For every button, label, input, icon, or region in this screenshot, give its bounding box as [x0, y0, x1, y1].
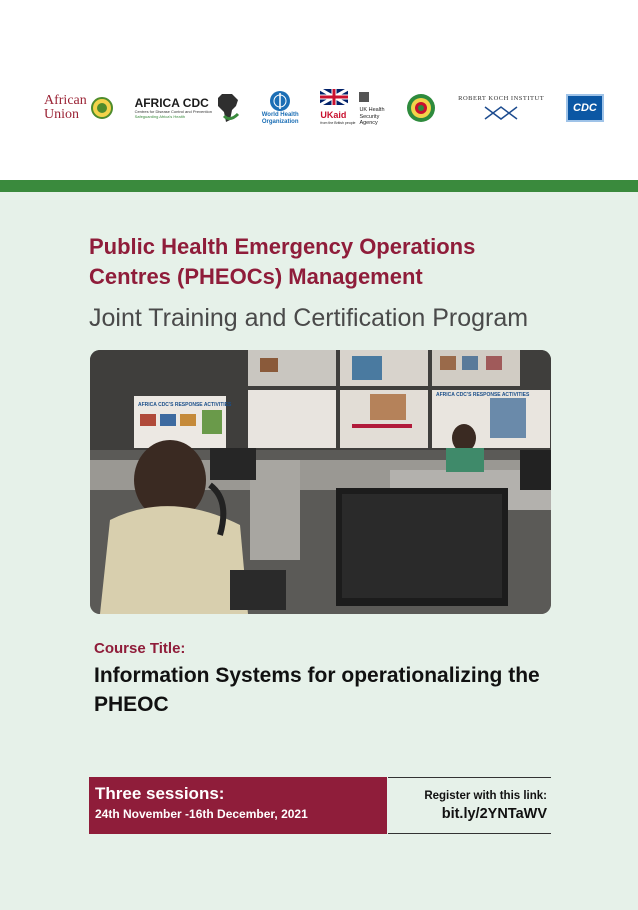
eoc-operations-room-photo	[90, 350, 551, 614]
robert-koch-institut-logo: ROBERT KOCH INSTITUT	[458, 95, 544, 121]
africa-cdc-logo	[135, 92, 240, 124]
sessions-panel	[89, 777, 387, 834]
register-panel	[388, 777, 551, 834]
register-link[interactable]: bit.ly/2YNTaWV	[441, 806, 547, 822]
union-flag-icon	[320, 89, 348, 105]
ukaid-ukhsa-logo: UKaid from the British people UK Health Security Agency	[320, 89, 384, 127]
africa-cdc-tagline: Centres for Disease Control and Prevention	[134, 109, 212, 114]
program-subtitle: Joint Training and Certification Program	[89, 304, 529, 332]
au-emblem-icon	[91, 97, 113, 119]
us-cdc-logo	[566, 94, 604, 122]
africa-map-icon	[216, 92, 240, 124]
green-divider-band	[0, 180, 638, 192]
crest-icon	[359, 92, 369, 102]
rki-mark-icon	[481, 105, 521, 121]
sessions-dates: 24th November -16th December, 2021	[95, 807, 308, 821]
who-logo: World Health Organization	[262, 90, 299, 126]
african-union-wordmark: African Union	[44, 93, 87, 122]
screen-heading-right: AFRICA CDC'S RESPONSE ACTIVITIES	[436, 392, 530, 398]
screen-heading-left: AFRICA CDC'S RESPONSE ACTIVITIES	[138, 402, 232, 408]
ecowas-seal-logo	[406, 93, 436, 123]
ukaid-wordmark: UKaid	[320, 110, 347, 121]
header-logo-strip	[0, 0, 638, 180]
ukaid-from-text: from the British people	[320, 121, 356, 126]
african-union-logo	[44, 94, 113, 122]
africa-cdc-wordmark: AFRICA CDC	[134, 96, 209, 110]
sessions-heading: Three sessions:	[95, 784, 225, 803]
program-title: Public Health Emergency Operations Centres (PHEOCs) Management	[89, 234, 476, 289]
ecowas-seal-icon	[406, 93, 436, 123]
who-globe-icon	[269, 90, 291, 112]
partner-logos	[44, 88, 604, 128]
africa-cdc-subtag: Safeguarding Africa's Health	[134, 114, 185, 119]
cdc-badge-icon: CDC	[566, 94, 604, 122]
photo-illustration	[90, 350, 551, 614]
register-label: Register with this link:	[424, 790, 547, 802]
course-title: Information Systems for operationalizing the PHEOC	[94, 664, 540, 716]
course-title-label: Course Title:	[94, 640, 186, 657]
